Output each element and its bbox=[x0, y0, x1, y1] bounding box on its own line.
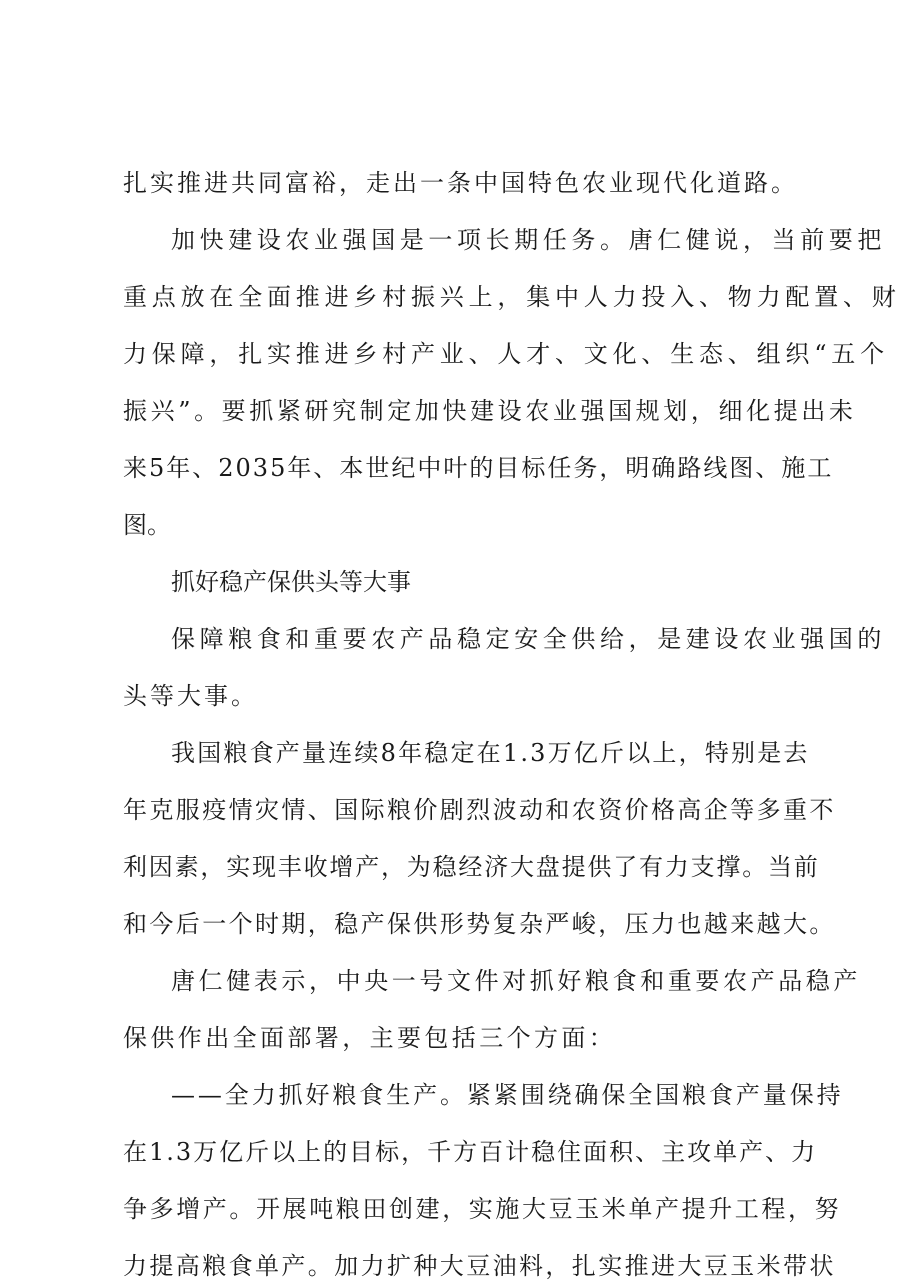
text-line: 争多增产。开展吨粮田创建，实施大豆玉米单产提升工程，努 bbox=[123, 1195, 842, 1223]
text-line: 力提高粮食单产。加力扩种大豆油料，扎实推进大豆玉米带状 bbox=[123, 1252, 836, 1280]
text-line: 在1.3万亿斤以上的目标，千方百计稳住面积、主攻单产、力 bbox=[123, 1138, 818, 1166]
text-line: 来5年、2035年、本世纪中叶的目标任务，明确路线图、施工 bbox=[123, 454, 834, 482]
text-line: 扎实推进共同富裕，走出一条中国特色农业现代化道路。 bbox=[123, 169, 798, 197]
text-line: 年克服疫情灾情、国际粮价剧烈波动和农资价格高企等多重不 bbox=[123, 796, 836, 824]
text-line: 振兴”。要抓紧研究制定加快建设农业强国规划，细化提出未 bbox=[123, 397, 857, 425]
text-line: 和今后一个时期，稳产保供形势复杂严峻，压力也越来越大。 bbox=[123, 910, 836, 938]
text-line: 头等大事。 bbox=[123, 682, 258, 710]
text-line: 保供作出全面部署，主要包括三个方面： bbox=[123, 1024, 617, 1052]
text-line: 利因素，实现丰收增产，为稳经济大盘提供了有力支撑。当前 bbox=[123, 853, 820, 881]
text-line: 图。 bbox=[123, 511, 171, 539]
paragraph-start-line: ——全力抓好粮食生产。紧紧围绕确保全国粮食产量保持 bbox=[171, 1081, 844, 1109]
text-line: 重点放在全面推进乡村振兴上，集中人力投入、物力配置、财 bbox=[123, 283, 901, 311]
paragraph-start-line: 保障粮食和重要农产品稳定安全供给，是建设农业强国的 bbox=[171, 625, 886, 653]
section-heading: 抓好稳产保供头等大事 bbox=[171, 568, 411, 596]
paragraph-start-line: 唐仁健表示，中央一号文件对抓好粮食和重要农产品稳产 bbox=[171, 967, 861, 995]
text-line: 力保障，扎实推进乡村产业、人才、文化、生态、组织“五个 bbox=[123, 340, 889, 368]
paragraph-start-line: 我国粮食产量连续8年稳定在1.3万亿斤以上，特别是去 bbox=[171, 739, 810, 767]
paragraph-start-line: 加快建设农业强国是一项长期任务。唐仁健说，当前要把 bbox=[171, 226, 886, 254]
